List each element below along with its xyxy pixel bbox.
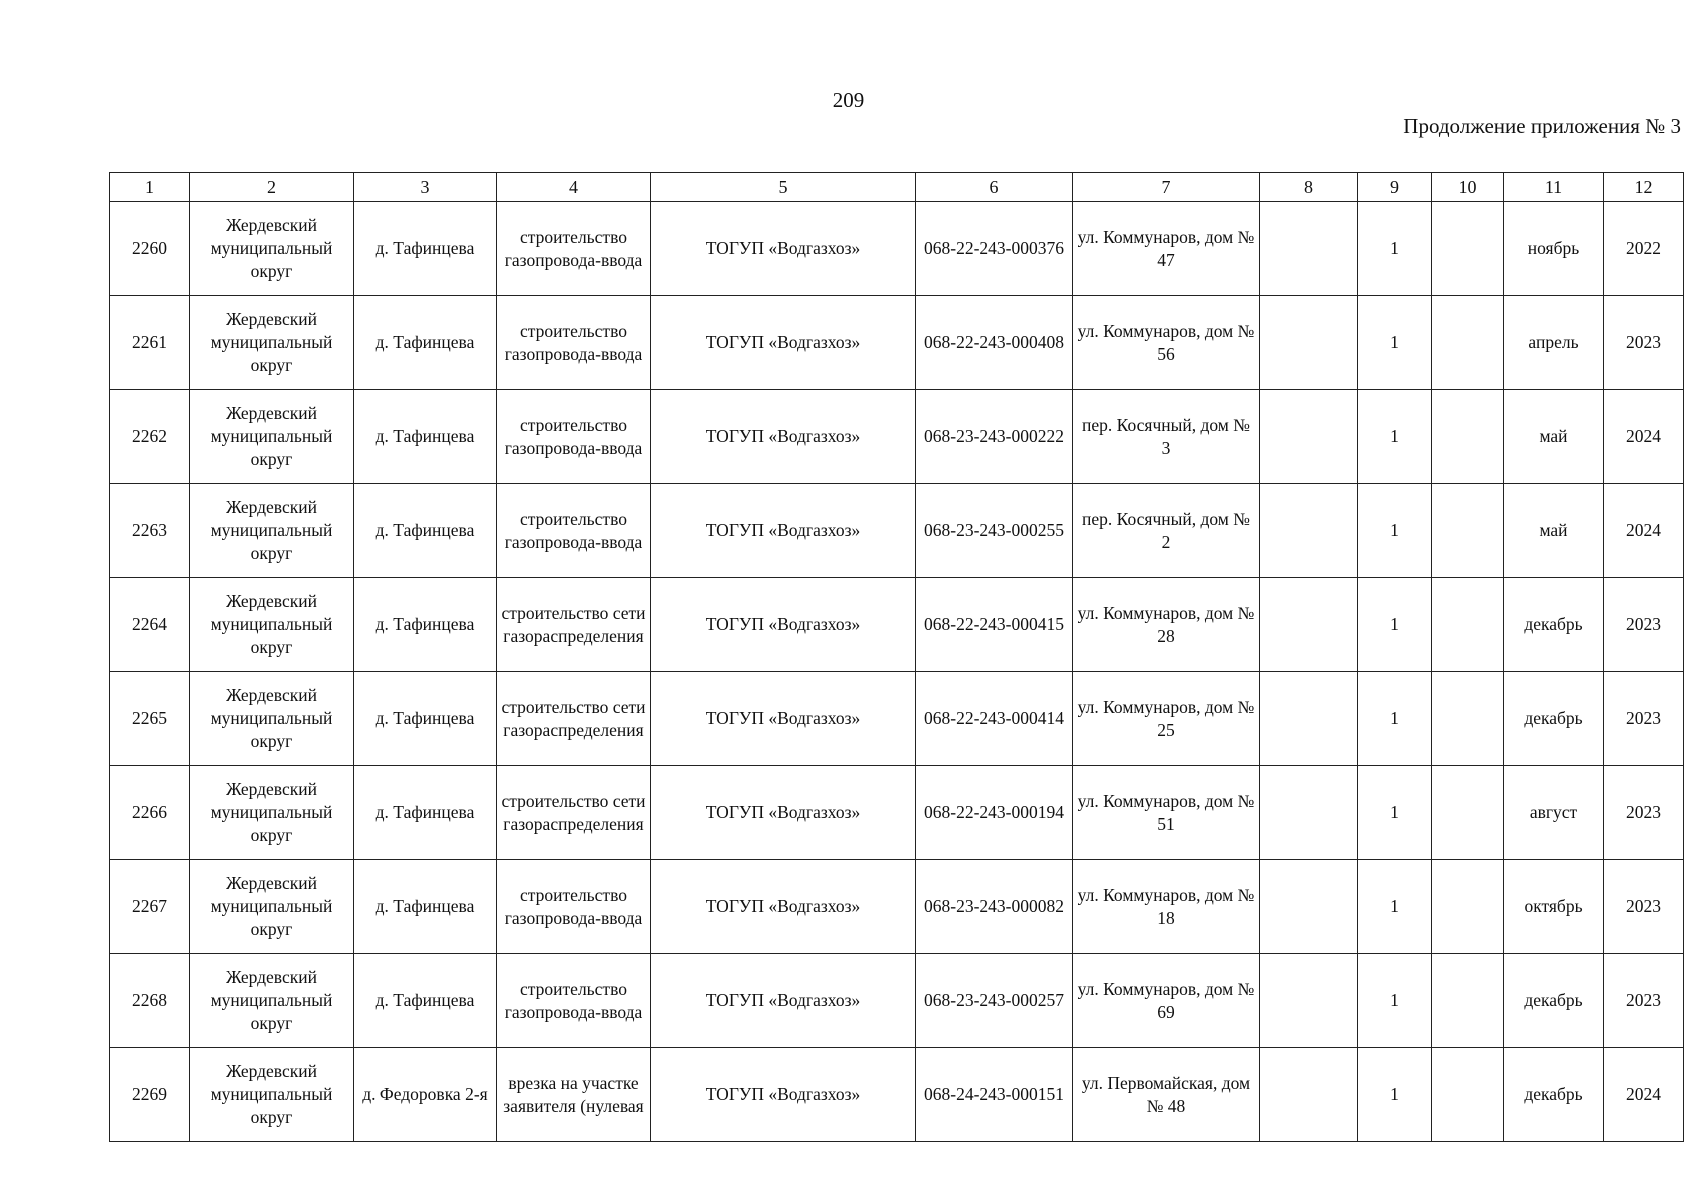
- row-number-cell: 2263: [110, 484, 190, 578]
- activity-cell: строительство сети газораспределения: [497, 672, 651, 766]
- activity-cell: врезка на участке заявителя (нулевая: [497, 1048, 651, 1142]
- application-number-cell: 068-23-243-000255: [916, 484, 1073, 578]
- organization-cell: ТОГУП «Водгазхоз»: [651, 296, 916, 390]
- header-col-7: 7: [1073, 173, 1260, 202]
- column-8-cell: [1260, 484, 1358, 578]
- settlement-cell: д. Тафинцева: [354, 860, 497, 954]
- column-10-cell: [1432, 672, 1504, 766]
- organization-cell: ТОГУП «Водгазхоз»: [651, 672, 916, 766]
- row-number-cell: 2261: [110, 296, 190, 390]
- address-cell: ул. Коммунаров, дом № 18: [1073, 860, 1260, 954]
- activity-cell: строительство сети газораспределения: [497, 766, 651, 860]
- table-body: [110, 202, 1684, 1142]
- settlement-cell: д. Федоровка 2-я: [354, 1048, 497, 1142]
- application-number-cell: 068-22-243-000194: [916, 766, 1073, 860]
- header-col-2: 2: [190, 173, 354, 202]
- district-cell: Жердевский муниципальный округ: [190, 296, 354, 390]
- quantity-cell: 1: [1358, 578, 1432, 672]
- month-cell: декабрь: [1504, 954, 1604, 1048]
- address-cell: ул. Коммунаров, дом № 47: [1073, 202, 1260, 296]
- column-8-cell: [1260, 672, 1358, 766]
- row-number-cell: 2268: [110, 954, 190, 1048]
- activity-cell: строительство газопровода-ввода: [497, 202, 651, 296]
- district-cell: Жердевский муниципальный округ: [190, 484, 354, 578]
- quantity-cell: 1: [1358, 1048, 1432, 1142]
- table-row: [110, 484, 1684, 578]
- header-col-9: 9: [1358, 173, 1432, 202]
- column-10-cell: [1432, 954, 1504, 1048]
- month-cell: август: [1504, 766, 1604, 860]
- organization-cell: ТОГУП «Водгазхоз»: [651, 1048, 916, 1142]
- application-number-cell: 068-22-243-000415: [916, 578, 1073, 672]
- year-cell: 2023: [1604, 954, 1684, 1048]
- column-10-cell: [1432, 296, 1504, 390]
- row-number-cell: 2262: [110, 390, 190, 484]
- row-number-cell: 2260: [110, 202, 190, 296]
- address-cell: ул. Коммунаров, дом № 56: [1073, 296, 1260, 390]
- quantity-cell: 1: [1358, 390, 1432, 484]
- settlement-cell: д. Тафинцева: [354, 484, 497, 578]
- application-number-cell: 068-23-243-000257: [916, 954, 1073, 1048]
- table-row: [110, 296, 1684, 390]
- quantity-cell: 1: [1358, 484, 1432, 578]
- table-row: [110, 202, 1684, 296]
- quantity-cell: 1: [1358, 766, 1432, 860]
- quantity-cell: 1: [1358, 202, 1432, 296]
- column-8-cell: [1260, 860, 1358, 954]
- organization-cell: ТОГУП «Водгазхоз»: [651, 954, 916, 1048]
- application-number-cell: 068-24-243-000151: [916, 1048, 1073, 1142]
- organization-cell: ТОГУП «Водгазхоз»: [651, 578, 916, 672]
- header-col-6: 6: [916, 173, 1073, 202]
- row-number-cell: 2265: [110, 672, 190, 766]
- activity-cell: строительство сети газораспределения: [497, 578, 651, 672]
- row-number-cell: 2267: [110, 860, 190, 954]
- row-number-cell: 2269: [110, 1048, 190, 1142]
- header-col-1: 1: [110, 173, 190, 202]
- district-cell: Жердевский муниципальный округ: [190, 578, 354, 672]
- appendix-continuation-label: Продолжение приложения № 3: [1403, 114, 1681, 138]
- header-col-10: 10: [1432, 173, 1504, 202]
- application-number-cell: 068-22-243-000408: [916, 296, 1073, 390]
- year-cell: 2024: [1604, 390, 1684, 484]
- month-cell: апрель: [1504, 296, 1604, 390]
- application-number-cell: 068-22-243-000414: [916, 672, 1073, 766]
- settlement-cell: д. Тафинцева: [354, 672, 497, 766]
- district-cell: Жердевский муниципальный округ: [190, 390, 354, 484]
- address-cell: ул. Первомайская, дом № 48: [1073, 1048, 1260, 1142]
- column-10-cell: [1432, 202, 1504, 296]
- month-cell: октябрь: [1504, 860, 1604, 954]
- activity-cell: строительство газопровода-ввода: [497, 390, 651, 484]
- header-col-5: 5: [651, 173, 916, 202]
- header-col-4: 4: [497, 173, 651, 202]
- settlement-cell: д. Тафинцева: [354, 954, 497, 1048]
- column-8-cell: [1260, 202, 1358, 296]
- address-cell: пер. Косячный, дом № 2: [1073, 484, 1260, 578]
- organization-cell: ТОГУП «Водгазхоз»: [651, 484, 916, 578]
- table-row: [110, 860, 1684, 954]
- settlement-cell: д. Тафинцева: [354, 766, 497, 860]
- organization-cell: ТОГУП «Водгазхоз»: [651, 766, 916, 860]
- settlement-cell: д. Тафинцева: [354, 578, 497, 672]
- month-cell: декабрь: [1504, 1048, 1604, 1142]
- month-cell: май: [1504, 390, 1604, 484]
- header-row: [110, 173, 1684, 202]
- column-8-cell: [1260, 390, 1358, 484]
- table-header: [110, 173, 1684, 202]
- district-cell: Жердевский муниципальный округ: [190, 672, 354, 766]
- district-cell: Жердевский муниципальный округ: [190, 766, 354, 860]
- column-10-cell: [1432, 390, 1504, 484]
- table-row: [110, 578, 1684, 672]
- application-number-cell: 068-23-243-000082: [916, 860, 1073, 954]
- month-cell: май: [1504, 484, 1604, 578]
- year-cell: 2023: [1604, 672, 1684, 766]
- organization-cell: ТОГУП «Водгазхоз»: [651, 390, 916, 484]
- gas-connection-table: [109, 172, 1684, 1142]
- organization-cell: ТОГУП «Водгазхоз»: [651, 202, 916, 296]
- year-cell: 2023: [1604, 860, 1684, 954]
- column-10-cell: [1432, 766, 1504, 860]
- table-row: [110, 766, 1684, 860]
- year-cell: 2023: [1604, 296, 1684, 390]
- address-cell: ул. Коммунаров, дом № 51: [1073, 766, 1260, 860]
- activity-cell: строительство газопровода-ввода: [497, 484, 651, 578]
- header-col-11: 11: [1504, 173, 1604, 202]
- district-cell: Жердевский муниципальный округ: [190, 202, 354, 296]
- table-row: [110, 390, 1684, 484]
- quantity-cell: 1: [1358, 296, 1432, 390]
- header-col-3: 3: [354, 173, 497, 202]
- row-number-cell: 2264: [110, 578, 190, 672]
- application-number-cell: 068-22-243-000376: [916, 202, 1073, 296]
- settlement-cell: д. Тафинцева: [354, 202, 497, 296]
- year-cell: 2024: [1604, 1048, 1684, 1142]
- year-cell: 2023: [1604, 578, 1684, 672]
- year-cell: 2023: [1604, 766, 1684, 860]
- column-8-cell: [1260, 1048, 1358, 1142]
- quantity-cell: 1: [1358, 672, 1432, 766]
- district-cell: Жердевский муниципальный округ: [190, 1048, 354, 1142]
- header-col-8: 8: [1260, 173, 1358, 202]
- district-cell: Жердевский муниципальный округ: [190, 954, 354, 1048]
- quantity-cell: 1: [1358, 954, 1432, 1048]
- page-number: 209: [832, 88, 865, 112]
- year-cell: 2024: [1604, 484, 1684, 578]
- column-8-cell: [1260, 578, 1358, 672]
- row-number-cell: 2266: [110, 766, 190, 860]
- activity-cell: строительство газопровода-ввода: [497, 954, 651, 1048]
- year-cell: 2022: [1604, 202, 1684, 296]
- month-cell: декабрь: [1504, 578, 1604, 672]
- activity-cell: строительство газопровода-ввода: [497, 860, 651, 954]
- column-10-cell: [1432, 578, 1504, 672]
- column-8-cell: [1260, 766, 1358, 860]
- table-row: [110, 672, 1684, 766]
- settlement-cell: д. Тафинцева: [354, 296, 497, 390]
- district-cell: Жердевский муниципальный округ: [190, 860, 354, 954]
- organization-cell: ТОГУП «Водгазхоз»: [651, 860, 916, 954]
- address-cell: пер. Косячный, дом № 3: [1073, 390, 1260, 484]
- month-cell: ноябрь: [1504, 202, 1604, 296]
- column-10-cell: [1432, 1048, 1504, 1142]
- month-cell: декабрь: [1504, 672, 1604, 766]
- address-cell: ул. Коммунаров, дом № 28: [1073, 578, 1260, 672]
- activity-cell: строительство газопровода-ввода: [497, 296, 651, 390]
- table-row: [110, 954, 1684, 1048]
- address-cell: ул. Коммунаров, дом № 69: [1073, 954, 1260, 1048]
- header-col-12: 12: [1604, 173, 1684, 202]
- column-10-cell: [1432, 484, 1504, 578]
- address-cell: ул. Коммунаров, дом № 25: [1073, 672, 1260, 766]
- column-10-cell: [1432, 860, 1504, 954]
- quantity-cell: 1: [1358, 860, 1432, 954]
- column-8-cell: [1260, 954, 1358, 1048]
- application-number-cell: 068-23-243-000222: [916, 390, 1073, 484]
- table-row: [110, 1048, 1684, 1142]
- column-8-cell: [1260, 296, 1358, 390]
- settlement-cell: д. Тафинцева: [354, 390, 497, 484]
